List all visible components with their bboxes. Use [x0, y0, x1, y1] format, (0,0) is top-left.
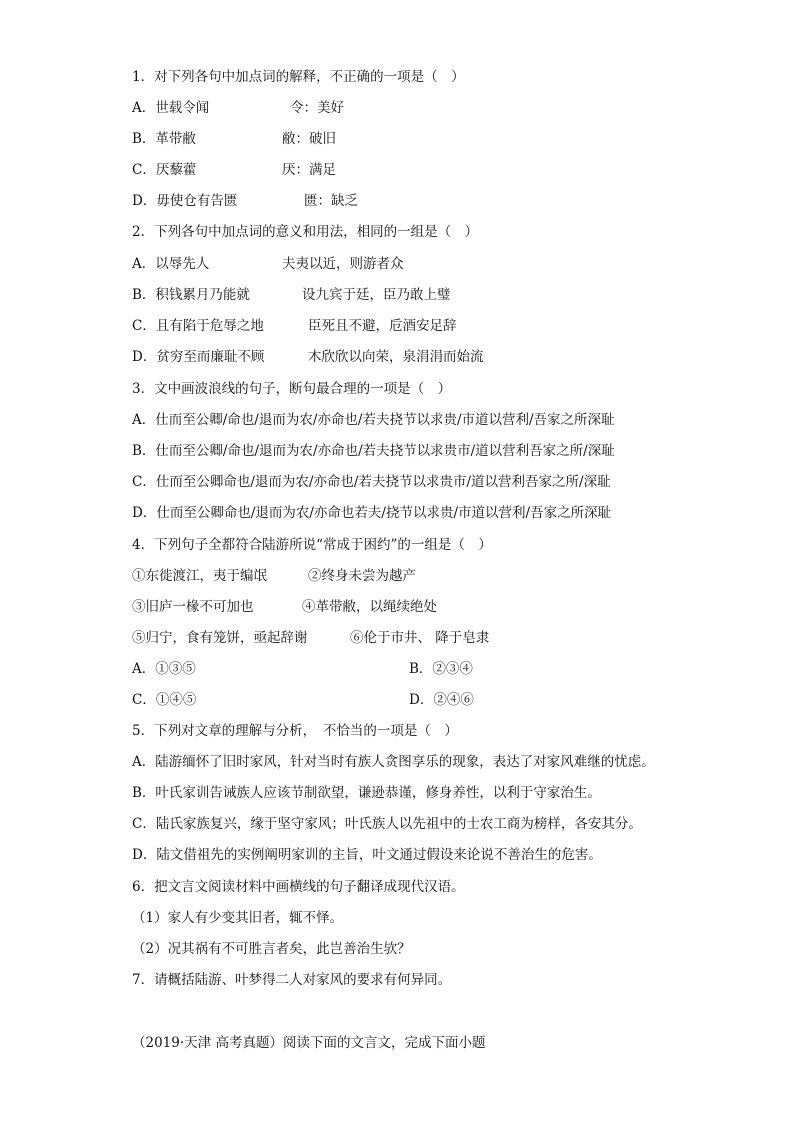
q2-option-b-gloss: 设九宾于廷，臣乃敢上璧	[302, 287, 451, 303]
q2-option-d-gloss: 木欣欣以向荣，泉涓涓而始流	[308, 349, 484, 365]
q1-option-a	[132, 99, 344, 117]
q3-option-a: A．仕而至公卿/命也/退而为农/亦命也/若夫挠节以求贵/市道以营利/吾家之所深耻	[132, 412, 615, 428]
q4-item-left: ①东徙渡江，夷于编氓	[132, 568, 267, 584]
q2-option-c-gloss: 臣死且不避，卮酒安足辞	[308, 318, 457, 334]
q4-item-right: ②终身未尝为越产	[308, 568, 416, 584]
q7-stem: 7．请概括陆游、叶梦得二人对家风的要求有何异同。	[132, 972, 452, 988]
q4-choice-a: A．①③⑤	[132, 661, 196, 677]
q2-option-c	[132, 317, 457, 335]
q1-option-d-gloss: 匮：缺乏	[304, 193, 358, 209]
q4-choice-d: D．②④⑥	[409, 692, 474, 708]
q1-option-b	[132, 130, 336, 148]
q4-item-row	[132, 598, 437, 616]
q5-option-c: C．陆氏家族复兴，缘于坚守家风；叶氏族人以先祖中的士农工商为榜样，各安其分。	[132, 816, 642, 832]
q5-option-b: B．叶氏家训告诫族人应该节制欲望，谦逊恭谨，修身养性，以利于守家治生。	[132, 785, 601, 801]
q5-option-a: A．陆游缅怀了旧时家风，针对当时有族人贪图享乐的现象，表达了对家风难继的忧虑。	[132, 754, 655, 770]
q4-item-right: ⑥伦于市井、 降于皂隶	[350, 630, 490, 646]
q3-option-d: D．仕而至公卿命也/退而为农/亦命也若夫/挠节以求贵/市道以营利/吾家之所深耻	[132, 505, 612, 521]
q4-item-row	[132, 567, 416, 585]
q4-item-right: ④革带敝，以绳续绝处	[302, 599, 437, 615]
next-section-intro: （2019·天津 高考真题）阅读下面的文言文，完成下面小题	[132, 1035, 486, 1051]
q5-option-d: D．陆文借祖先的实例阐明家训的主旨，叶文通过假设来论说不善治生的危害。	[132, 847, 602, 863]
q4-choice-c: C．①④⑤	[132, 692, 197, 708]
q4-item-row	[132, 629, 490, 647]
q4-item-left: ③旧庐一椽不可加也	[132, 599, 254, 615]
q2-option-d-label: D．贫穷至而廉耻不顾	[132, 349, 265, 365]
q1-option-c-gloss: 厌：满足	[282, 162, 336, 178]
q1-option-d	[132, 192, 358, 210]
q3-stem: 3．文中画波浪线的句子，断句最合理的一项是（ ）	[132, 381, 452, 397]
q2-option-b	[132, 286, 451, 304]
q1-stem: 1．对下列各句中加点词的解释，不正确的一项是（ ）	[132, 69, 465, 85]
q2-option-a-label: A．以辱先人	[132, 256, 210, 272]
q4-stem: 4．下列句子全都符合陆游所说“常成于困约”的一组是（ ）	[132, 537, 492, 553]
q4-item-left: ⑤归宁，食有笼饼，亟起辞谢	[132, 630, 308, 646]
q1-option-c-label: C．厌藜藿	[132, 162, 197, 178]
q6-item-2: （2）况其祸有不可胜言者矣，此岂善治生欤？	[132, 941, 411, 957]
q2-option-c-label: C．且有陷于危辱之地	[132, 318, 264, 334]
q6-stem: 6．把文言文阅读材料中画横线的句子翻译成现代汉语。	[132, 879, 465, 895]
q1-option-b-gloss: 敝：破旧	[282, 131, 336, 147]
q4-choice-row	[132, 660, 473, 678]
q2-option-d	[132, 348, 484, 366]
q1-option-d-label: D．毋使仓有告匮	[132, 193, 238, 209]
q4-choice-row	[132, 691, 474, 709]
q3-option-c: C．仕而至公卿命也/退而为农/亦命也/若夫挠节以求贵市/道以营利吾家之所/深耻	[132, 474, 611, 490]
q5-stem: 5．下列对文章的理解与分析， 不恰当的一项是（ ）	[132, 723, 458, 739]
q2-stem: 2．下列各句中加点词的意义和用法，相同的一组是（ ）	[132, 224, 479, 240]
q4-choice-b: B．②③④	[409, 661, 473, 677]
q2-option-a	[132, 255, 404, 273]
q1-option-c	[132, 161, 336, 179]
q1-option-a-gloss: 令：美好	[290, 100, 344, 116]
q1-option-b-label: B．革带敝	[132, 131, 196, 147]
q2-option-b-label: B．积钱累月乃能就	[132, 287, 250, 303]
q2-option-a-gloss: 夫夷以近，则游者众	[282, 256, 404, 272]
q6-item-1: （1）家人有少变其旧者，辄不怿。	[132, 910, 344, 926]
q3-option-b: B．仕而至公卿/命也/退而为农/亦命也/若夫挠节以求贵市/道以营利吾家之所/深耻	[132, 443, 615, 459]
q1-option-a-label: A．世载令闻	[132, 100, 210, 116]
